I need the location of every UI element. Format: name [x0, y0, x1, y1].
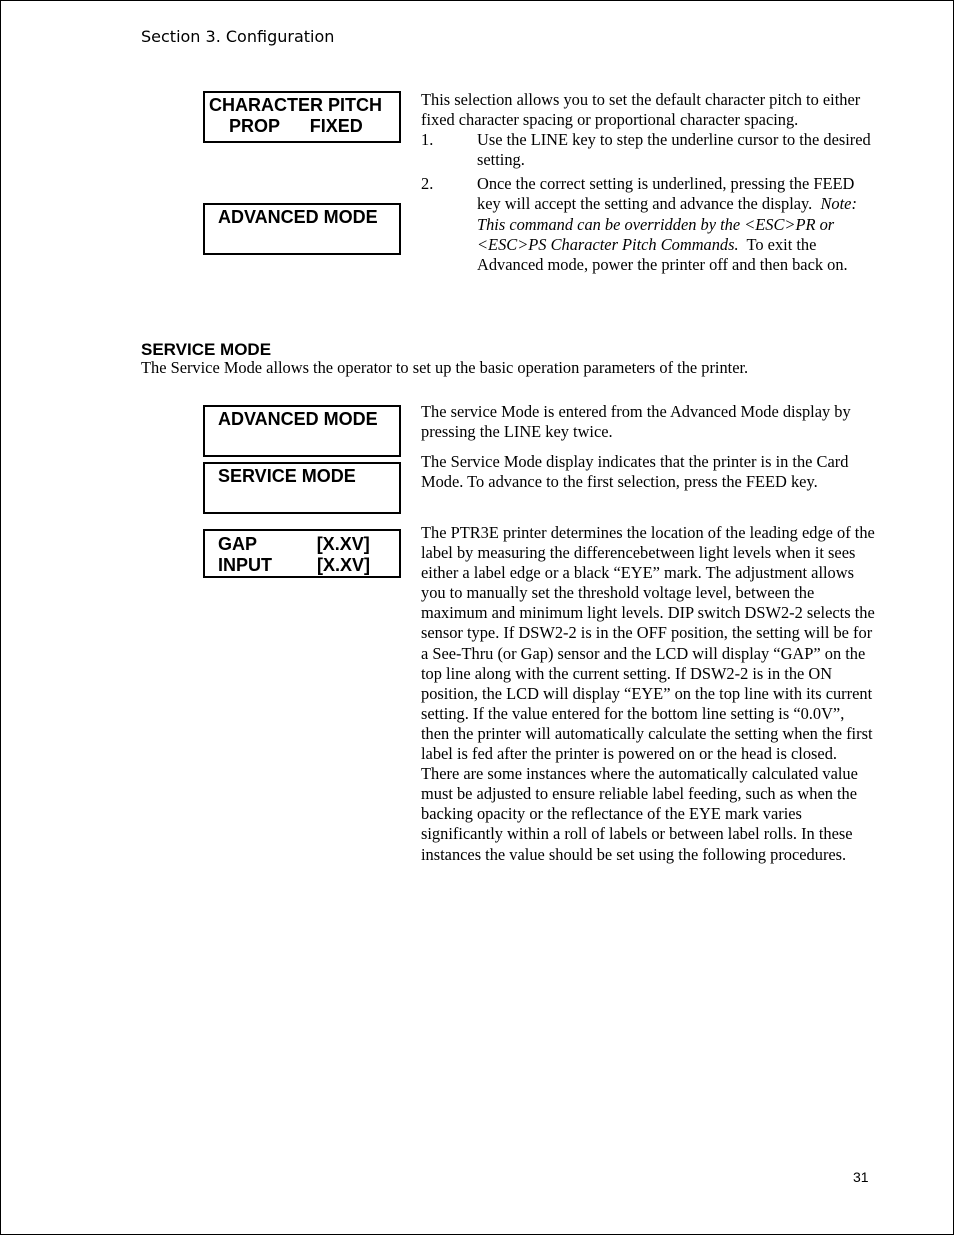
service-entry-paragraph: The service Mode is entered from the Advanced Mode display by pressing the LINE key twice. [421, 402, 851, 442]
lcd-character-pitch [203, 91, 401, 143]
step-text-a: Once the correct setting is underlined, pressing the FEED key will accept the setting and advance the display. [477, 174, 855, 214]
lcd-line-2: PROP FIXED [229, 116, 363, 136]
step-note: Note: This command can be overridden by the <ESC>PR or <ESC>PS Character Pitch Commands. [477, 194, 857, 254]
service-mode-heading: SERVICE MODE [141, 340, 272, 359]
lcd-gap-input [203, 529, 401, 578]
character-pitch-intro: This selection allows you to set the default character pitch to either fixed character spacing or proportional character spacing. [421, 90, 861, 130]
step-2 [421, 174, 876, 274]
service-mode-display-text [421, 452, 876, 492]
step-number: 1. [421, 130, 434, 150]
lcd-line-1: ADVANCED MODE [218, 409, 378, 429]
lcd-advanced-mode [203, 203, 401, 255]
lcd-service-mode [203, 462, 401, 514]
step-number: 2. [421, 174, 434, 194]
character-pitch-text [421, 90, 876, 275]
section-header: Section 3. Configuration [141, 27, 335, 46]
service-mode-intro: The Service Mode allows the operator to set up the basic operation parameters of the printer. [141, 358, 749, 377]
gap-sensor-text [421, 523, 876, 865]
step-text: Use the LINE key to step the underline cursor to the desired setting. [477, 130, 871, 170]
lcd-line-2: INPUT [X.XV] [218, 555, 371, 575]
step-text [477, 174, 876, 274]
step-1 [421, 130, 876, 170]
lcd-advanced-mode-service [203, 405, 401, 457]
lcd-line-1: ADVANCED MODE [218, 207, 378, 227]
lcd-line-1: CHARACTER PITCH [209, 95, 382, 115]
gap-sensor-paragraph: The PTR3E printer determines the location of the leading edge of the label by measuring the differencebetween light levels when it sees either a label edge or a black “EYE” mark. The adjustment allows you to manually set the threshold voltage level, between the maximum and minimum light levels. DIP switch DSW2-2 selects the sensor type. If DSW2-2 is in the OFF position, the setting will be for a See-Thru (or Gap) sensor and the LCD will display “GAP” on the top line along with the current setting. If DSW2-2 is in the ON position, the LCD will display “EYE” on the top line with its current setting. If the value entered for the bottom line setting is “0.0V”, then the printer will automatically calculate the setting when the first label is fed after the printer is powered on or the head is closed. There are some instances where the automatically calculated value must be adjusted to ensure reliable label feeding, such as when the backing opacity or the reflectance of the EYE mark varies significantly within a roll of labels or between label rolls. In these instances the value should be set using the following procedures. [421, 523, 875, 864]
service-mode-entry-text [421, 402, 876, 442]
page-number: 31 [853, 1169, 869, 1185]
lcd-line-1: GAP [X.XV] [218, 534, 370, 554]
step-text-b: To exit the Advanced mode, power the printer off and then back on. [477, 234, 848, 274]
service-display-paragraph: The Service Mode display indicates that the printer is in the Card Mode. To advance to the first selection, press the FEED key. [421, 452, 849, 492]
lcd-line-1: SERVICE MODE [218, 466, 356, 486]
